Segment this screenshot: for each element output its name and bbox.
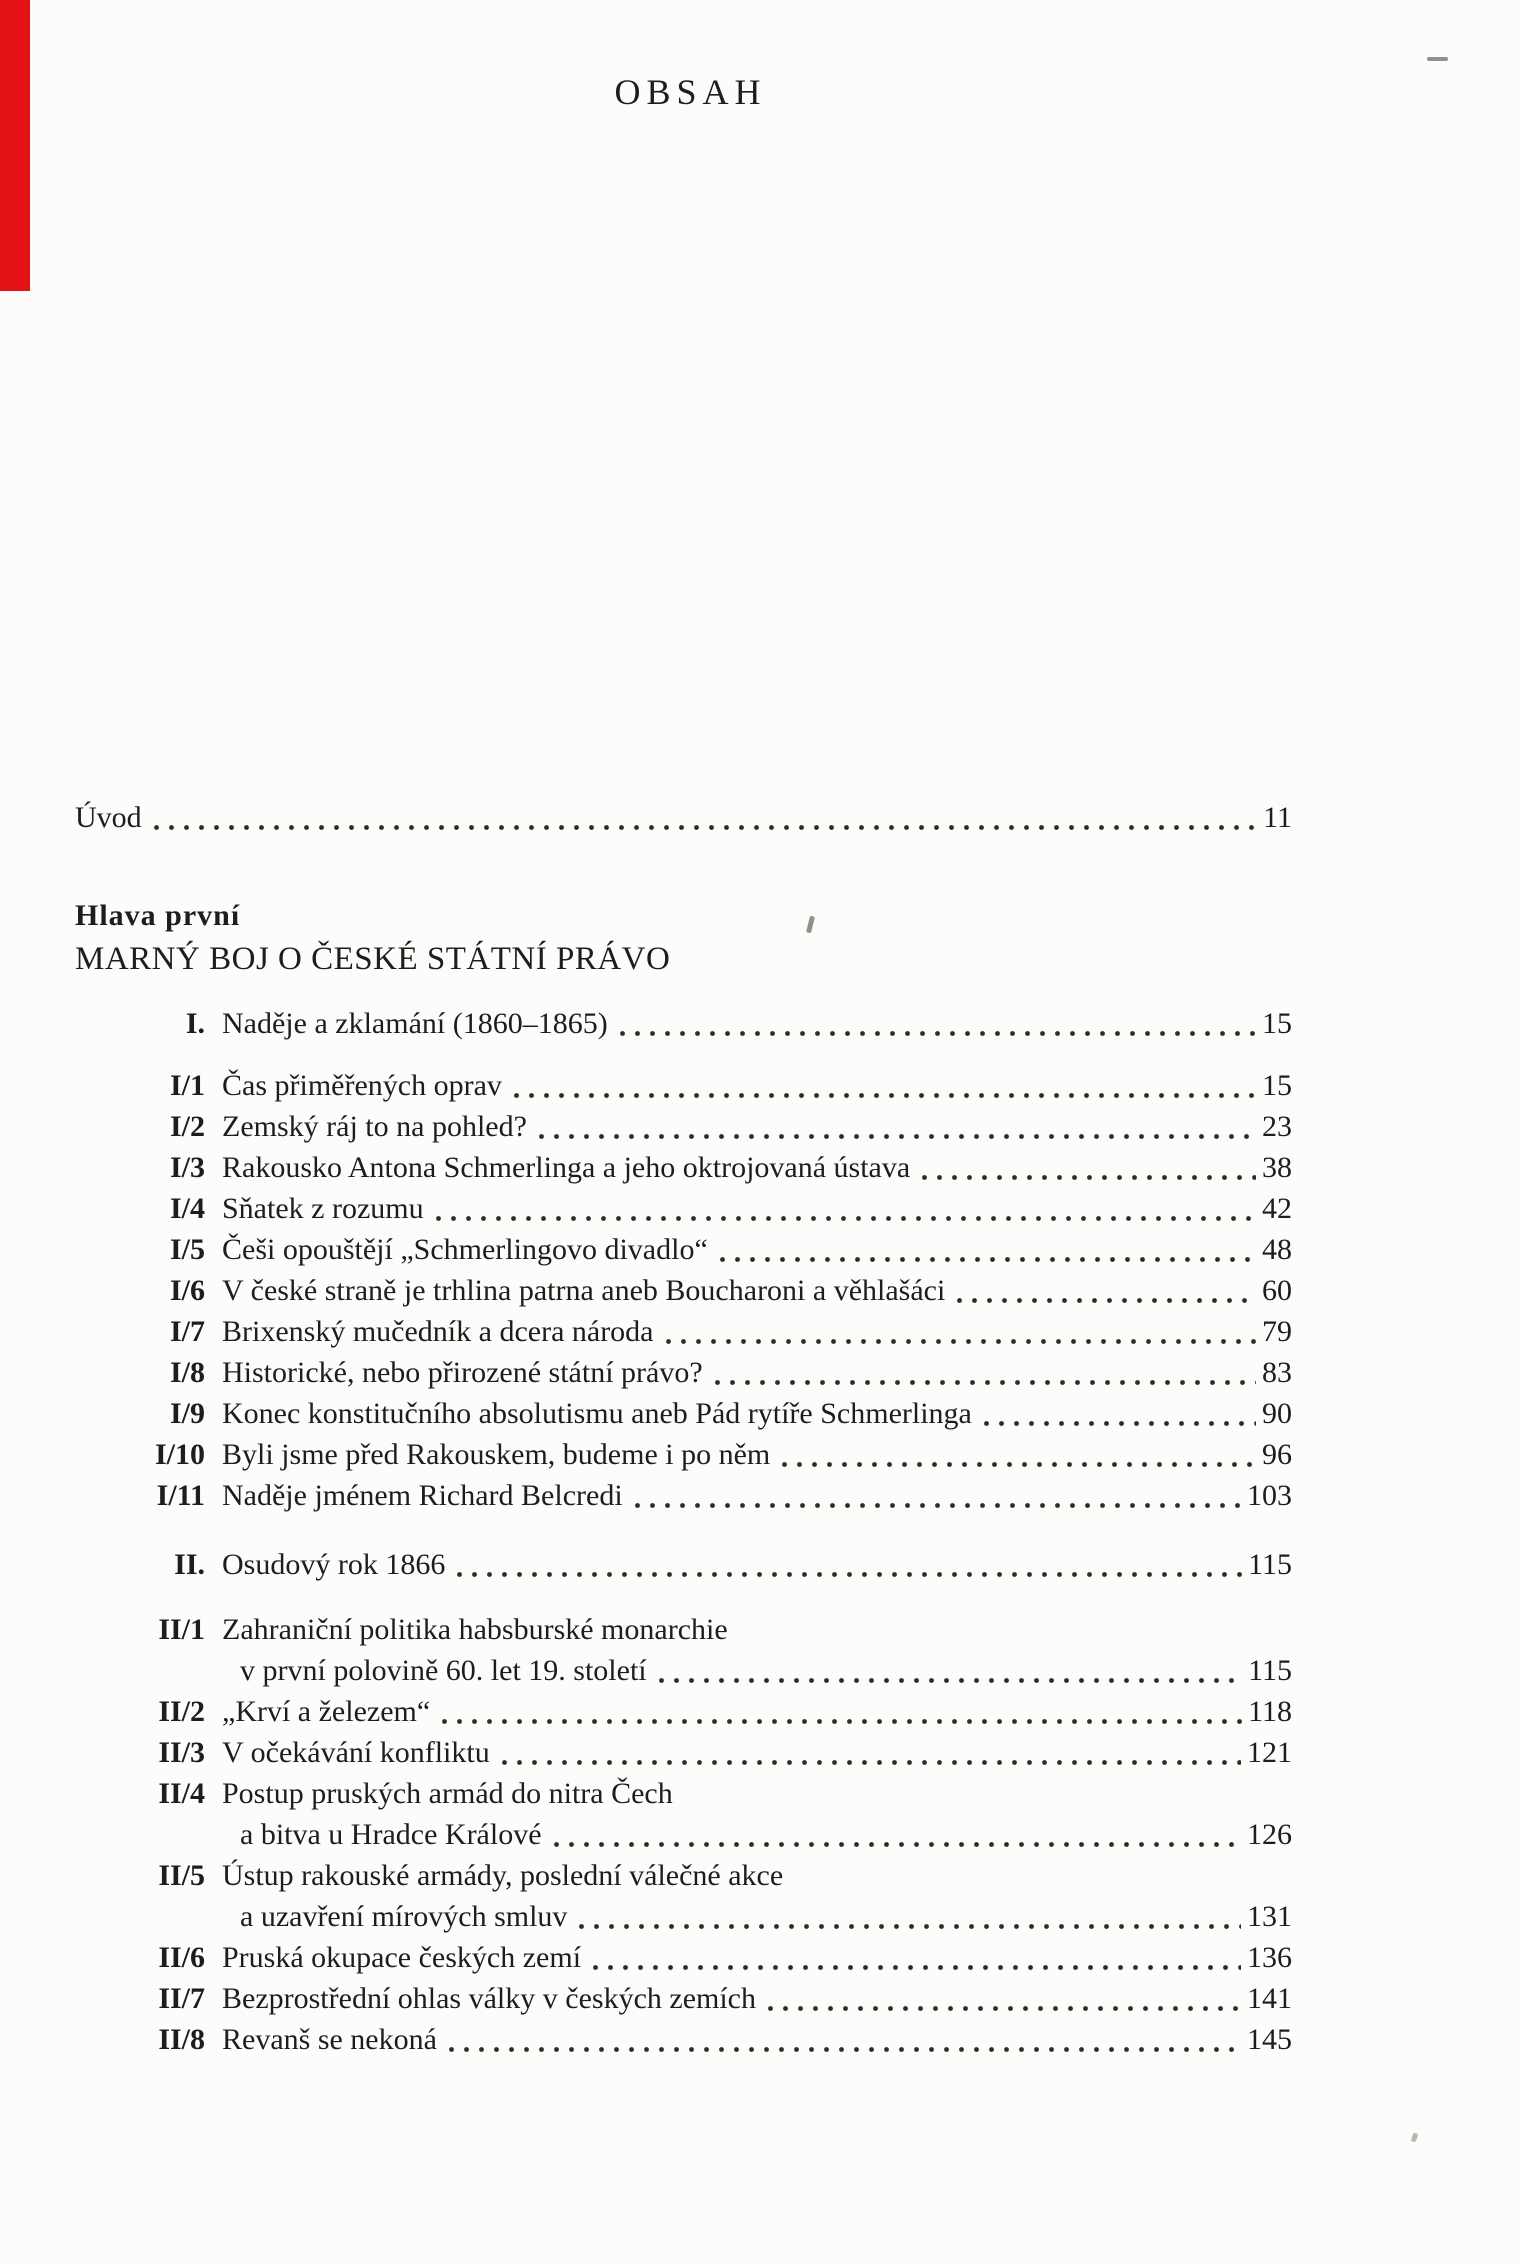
toc-entry-page: 118 [1248, 1695, 1292, 1728]
toc-entry-title: Byli jsme před Rakouskem, budeme i po něm [222, 1438, 771, 1471]
toc-entry-title: Pruská okupace českých zemí [222, 1941, 582, 1974]
toc-entry-page: 136 [1247, 1941, 1292, 1974]
dot-leader [554, 1842, 1241, 1847]
toc-entry [75, 1106, 1292, 1147]
toc-entry-label: I/9 [169, 1397, 205, 1430]
toc-entry-continuation [75, 1650, 1292, 1691]
dot-leader [957, 1298, 1256, 1303]
dot-leader [984, 1421, 1256, 1426]
toc-entry [75, 1352, 1292, 1393]
toc-entry-page: 115 [1248, 1654, 1292, 1687]
toc-entry-label: I/10 [154, 1438, 205, 1471]
toc-entry-page: 48 [1262, 1233, 1292, 1266]
toc-entry-label: II/8 [158, 2023, 205, 2056]
toc-entry-label: I/5 [169, 1233, 205, 1266]
toc-entry-title: Rakousko Antona Schmerlinga a jeho oktrojovaná ústava [222, 1151, 911, 1184]
section-entries [75, 1609, 1292, 2060]
toc-entry [75, 1065, 1292, 1106]
toc-entry [75, 1978, 1292, 2019]
toc-entry-label: II/5 [158, 1859, 205, 1892]
toc-entry-title: Čas přiměřených oprav [222, 1069, 502, 1102]
chapter-heading [75, 895, 1292, 981]
toc-entry-title: Úvod [75, 801, 142, 834]
toc-entry-label: II/3 [158, 1736, 205, 1769]
toc-entry-label: I/7 [169, 1315, 205, 1348]
toc-entry-page: 126 [1247, 1818, 1292, 1851]
dot-leader [457, 1572, 1242, 1577]
toc-entry-title-line1: Zahraniční politika habsburské monarchie [222, 1613, 728, 1646]
toc-entry-title: Zemský ráj to na pohled? [222, 1110, 527, 1143]
toc-entry-page: 79 [1262, 1315, 1292, 1348]
toc-entry-title-line2: a bitva u Hradce Králové [240, 1818, 542, 1851]
toc-entry [75, 1609, 1292, 1650]
toc-entry-label: I/11 [156, 1479, 205, 1512]
toc-entry-label: II/1 [158, 1613, 205, 1646]
scan-speck-comma [1411, 2132, 1419, 2142]
dot-leader [539, 1134, 1256, 1139]
toc-entry-page: 103 [1247, 1479, 1292, 1512]
dot-leader [620, 1031, 1256, 1036]
toc-entry [75, 1475, 1292, 1516]
toc-entry-title: V české straně je trhlina patrna aneb Boucharoni a věhlašáci [222, 1274, 946, 1307]
dot-leader [514, 1093, 1256, 1098]
toc-entry-title-line1: Postup pruských armád do nitra Čech [222, 1777, 673, 1810]
dot-leader [768, 2006, 1241, 2011]
section-page: 15 [1262, 1007, 1292, 1040]
dot-leader [593, 1965, 1241, 1970]
toc-entry [75, 1229, 1292, 1270]
toc-entry [75, 1434, 1292, 1475]
section-title: Naděje a zklamání (1860–1865) [222, 1007, 608, 1040]
toc-entry-page: 11 [1263, 801, 1292, 834]
dot-leader [666, 1339, 1257, 1344]
toc-entry-page: 23 [1262, 1110, 1292, 1143]
dot-leader [715, 1380, 1256, 1385]
toc-entry-title: Bezprostřední ohlas války v českých zemích [222, 1982, 756, 2015]
toc-entry-label: II/6 [158, 1941, 205, 1974]
toc-entry-page: 90 [1262, 1397, 1292, 1430]
dot-leader [154, 825, 1257, 830]
section-title: Osudový rok 1866 [222, 1548, 446, 1581]
toc-entry-label: I/6 [169, 1274, 205, 1307]
toc-entry-label: II/7 [158, 1982, 205, 2015]
toc-entry-title-line2: v první polovině 60. let 19. století [240, 1654, 647, 1687]
dot-leader [635, 1503, 1241, 1508]
toc-entry [75, 1147, 1292, 1188]
toc-entry-title-line2: a uzavření mírových smluv [240, 1900, 568, 1933]
toc-entry-label: I/4 [169, 1192, 205, 1225]
toc-entry-label: I/2 [169, 1110, 205, 1143]
toc-entry-page: 121 [1247, 1736, 1292, 1769]
toc-entry-label: I/3 [169, 1151, 205, 1184]
toc-entry-page: 96 [1262, 1438, 1292, 1471]
section-number: II. [174, 1548, 205, 1581]
toc-entry [75, 1311, 1292, 1352]
scan-speck-dash [1427, 57, 1448, 61]
toc-entry [75, 1773, 1292, 1814]
dot-leader [720, 1257, 1256, 1262]
dot-leader [922, 1175, 1256, 1180]
toc-entry-title: Sňatek z rozumu [222, 1192, 424, 1225]
toc-entry-label: II/2 [158, 1695, 205, 1728]
toc-entry-page: 141 [1247, 1982, 1292, 2015]
toc-entry-title: V očekávání konfliktu [222, 1736, 490, 1769]
toc-entry-label: I/8 [169, 1356, 205, 1389]
section-number: I. [185, 1007, 205, 1040]
section-entries [75, 1065, 1292, 1516]
page-title: OBSAH [614, 72, 767, 112]
toc-entry-title: „Krví a železem“ [222, 1695, 431, 1728]
section-header [75, 1003, 1292, 1044]
toc-entry-label: I/1 [169, 1069, 205, 1102]
dot-leader [782, 1462, 1256, 1467]
toc-entry-title-line1: Ústup rakouské armády, poslední válečné akce [222, 1859, 784, 1892]
toc-entry-title: Brixenský mučedník a dcera národa [222, 1315, 654, 1348]
dot-leader [449, 2047, 1241, 2052]
toc-content [75, 0, 1292, 2060]
toc-entry-page: 131 [1247, 1900, 1292, 1933]
toc-entry [75, 1855, 1292, 1896]
dot-leader [442, 1719, 1242, 1724]
toc-entry [75, 1393, 1292, 1434]
toc-entry [75, 1937, 1292, 1978]
scan-artifact-red-stripe [0, 0, 30, 291]
toc-entry-page: 15 [1262, 1069, 1292, 1102]
toc-entry-page: 60 [1262, 1274, 1292, 1307]
toc-entry [75, 1732, 1292, 1773]
section-header [75, 1544, 1292, 1585]
toc-entry-label: II/4 [158, 1777, 205, 1810]
toc-entry-page: 38 [1262, 1151, 1292, 1184]
toc-entry [75, 1691, 1292, 1732]
toc-entry [75, 2019, 1292, 2060]
section-page: 115 [1248, 1548, 1292, 1581]
toc-entry [75, 1188, 1292, 1229]
toc-entry-title: Konec konstitučního absolutismu aneb Pád rytíře Schmerlinga [222, 1397, 972, 1430]
toc-entry-continuation [75, 1814, 1292, 1855]
chapter-kicker: Hlava první [75, 899, 241, 932]
toc-entry-continuation [75, 1896, 1292, 1937]
toc-entry-title: Revanš se nekoná [222, 2023, 437, 2056]
toc-entry-page: 83 [1262, 1356, 1292, 1389]
toc-entry [75, 1270, 1292, 1311]
dot-leader [659, 1678, 1242, 1683]
toc-entry-page: 42 [1262, 1192, 1292, 1225]
dot-leader [579, 1924, 1241, 1929]
toc-entry-intro [75, 797, 1292, 838]
toc-entry-title: Historické, nebo přirozené státní právo? [222, 1356, 703, 1389]
dot-leader [436, 1216, 1256, 1221]
chapter-title: MARNÝ BOJ O ČESKÉ STÁTNÍ PRÁVO [75, 941, 671, 977]
dot-leader [502, 1760, 1241, 1765]
toc-entry-title: Naděje jménem Richard Belcredi [222, 1479, 623, 1512]
toc-entry-title: Češi opouštějí „Schmerlingovo divadlo“ [222, 1233, 708, 1266]
toc-entry-page: 145 [1247, 2023, 1292, 2056]
